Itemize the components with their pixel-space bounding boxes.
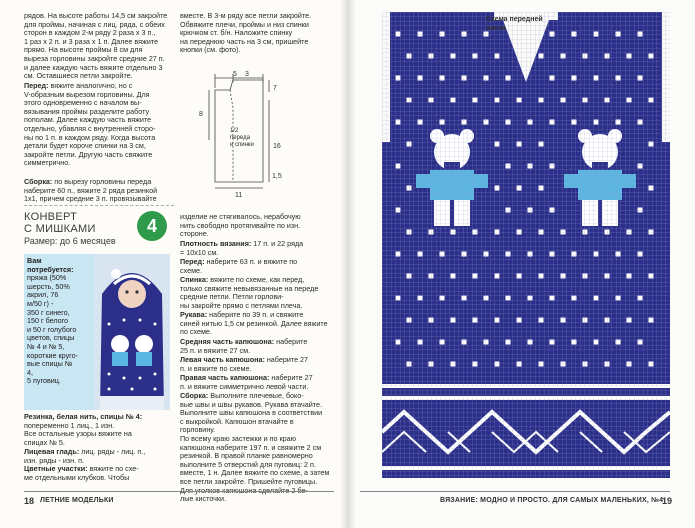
body-color-areas: вяжите по схе- ме отдельными клубков. Чтобы	[24, 464, 139, 482]
section-title-line1: КОНВЕРТ	[24, 211, 78, 223]
body-front: вяжите аналогично, но с V-образным вырезом горловины. Для этого одновременно с началом вы- вязывания проймы разделите работу пополам. Далее каждую часть вяжите отдельно, убавляя с внутренней сторо- ны по 1 п. в каждом ряду. Когда высота детали будет короче спинки на 3 см, закройте петли. Другую часть свяжите симметрично.	[24, 81, 156, 168]
schema-w5: 5	[233, 71, 237, 78]
right-footer-rule	[360, 491, 670, 492]
schema-front-label: 1/2 переда и спинки	[230, 128, 254, 148]
body-stockinette: лиц. ряды - лиц. п., изн. ряды - изн. п.	[24, 447, 146, 465]
body-hood-mid: наберите 25 п. и вяжите 27 см.	[180, 337, 308, 355]
text-top-left: рядов. На высоте работы 14,5 см закройте для проймы, начиная с лиц. ряда, с обеих сторон в каждом 2-м ряду 2 раза х 3 п., 1 раз х 2 п. и 3 раза х 1 п. Далее вяжите прямо. На высоте проймы 8 см для выреза горловины закройте средние 27 п. и далее каждую часть вяжите отдельно 3 см. Оставшиеся петли закройте.	[24, 11, 168, 81]
needs-body: пряжа (50% шерсть, 50% акрил, 76 м/50 г) - 350 г синего, 150 г белого и 50 г голубого цветов, спицы № 4 и № 5, короткие круго- вые спицы № 4, 5 пуговиц.	[27, 273, 79, 386]
label-front2: Перед:	[180, 257, 205, 266]
label-front: Перед:	[24, 81, 49, 90]
knitting-chart	[382, 12, 670, 478]
schema-h16: 16	[273, 143, 281, 150]
text-assembly	[24, 178, 174, 204]
text-back	[180, 276, 330, 310]
body-assembly: по вырезу горловины переда наберите 60 п., вяжите 2 ряда резинкой 1х1, причем средние 3 п. провязывайте	[24, 177, 158, 204]
baby-photo-image	[94, 254, 170, 410]
section-title-line2: С МИШКАМИ	[24, 223, 96, 235]
label-assembly2: Сборка:	[180, 391, 209, 400]
label-hood-mid: Средняя часть капюшона:	[180, 337, 275, 346]
body-density: 17 п. и 22 ряда = 10х10 см.	[180, 239, 304, 257]
text-hood-left	[180, 356, 330, 373]
text-mid-intro: изделие не стягивалось, нерабочую нить свободно протягивайте по изн. стороне.	[180, 212, 301, 239]
needs-label: Вам потребуется:	[27, 256, 74, 274]
section-title	[24, 211, 96, 235]
right-page-number: 19	[662, 496, 673, 506]
schema-h1-5: 1,5	[272, 173, 282, 180]
needs-text	[27, 257, 93, 386]
body-front2: наберите 63 п. и вяжите по схеме.	[180, 257, 298, 275]
page-gutter	[340, 0, 356, 528]
label-hood-left: Левая часть капюшона:	[180, 355, 265, 364]
text-rib	[24, 413, 174, 447]
label-hood-right: Правая часть капюшона:	[180, 373, 270, 382]
label-rib: Резинка, белая нить, спицы № 4:	[24, 412, 143, 421]
chart-grid	[382, 12, 670, 478]
text-top-right: вместе. В 3-м ряду все петли закройте. Обвяжите плечи, проймы и низ спинки крючком ст. б/н. Наложите спинку на переднюю часть на 3 см, пришейте кнопки (см. фото).	[180, 11, 312, 55]
label-density: Плотность вязания:	[180, 239, 252, 248]
label-back: Спинка:	[180, 275, 209, 284]
schema-w11: 11	[235, 192, 243, 199]
section-subtitle: Размер: до 6 месяцев	[24, 236, 116, 246]
chart-caption: Схема передней части	[486, 16, 543, 32]
text-assembly2	[180, 392, 330, 504]
text-color-areas	[24, 465, 174, 482]
label-assembly: Сборка:	[24, 177, 53, 186]
body-assembly2: Выполните плечевые, боко- вые швы и швы рукавов. Рукава втачайте. Выполните швы капюшона в соответствии с выкройкой. Капюшон втачайте в горловину. По всему краю застежки и по краю капюшона наберите 197 п. и свяжите 2 см резинкой. В правой планке равномерно выполните 5 отверстий для пуговиц: 2 п. вместе, 1 н. Далее вяжите по схеме, а затем все петли закройте. Пришейте пуговицы. Для уголков капюшона сделайте 2 бе- лые кисточки.	[180, 391, 330, 504]
body-sleeves: наберите по 39 п. и свяжите синей нитью 1,5 см резинкой. Далее вяжите по схеме.	[180, 310, 328, 337]
left-footer-title: ЛЕТНИЕ МОДЕЛЬКИ	[40, 497, 114, 504]
body-back: вяжите по схеме, как перед, только свяжите невывязанные на переде средние петли. Петли горлови- ны закройте прямо с петлями плеча.	[180, 275, 319, 310]
body-hood-right: наберите 27 п. и вяжите симметрично левой части.	[180, 373, 313, 391]
left-footer-rule	[24, 491, 334, 492]
baby-photo	[94, 254, 170, 410]
text-hood-right	[180, 374, 330, 391]
label-stockinette: Лицевая гладь:	[24, 447, 80, 456]
text-hood-mid	[180, 338, 330, 355]
text-front2	[180, 258, 330, 275]
text-sleeves	[180, 311, 330, 337]
label-sleeves: Рукава:	[180, 310, 208, 319]
section-number-badge: 4	[137, 211, 167, 241]
label-color-areas: Цветные участки:	[24, 464, 88, 473]
schema-w7: 7	[273, 85, 277, 92]
text-density	[180, 240, 330, 257]
schema-w3: 3	[245, 71, 249, 78]
body-rib: попеременно 1 лиц., 1 изн. Все остальные узоры вяжите на спицах № 5.	[24, 420, 132, 447]
text-stockinette	[24, 448, 174, 465]
schema-w8: 8	[199, 111, 203, 118]
body-hood-left: наберите 27 п. и вяжите по схеме.	[180, 355, 309, 373]
left-page-number: 18	[24, 496, 35, 506]
text-front	[24, 82, 174, 168]
divider	[24, 205, 174, 206]
right-footer-title: ВЯЗАНИЕ: МОДНО И ПРОСТО. ДЛЯ САМЫХ МАЛЕНЬКИХ, №4	[440, 497, 664, 504]
